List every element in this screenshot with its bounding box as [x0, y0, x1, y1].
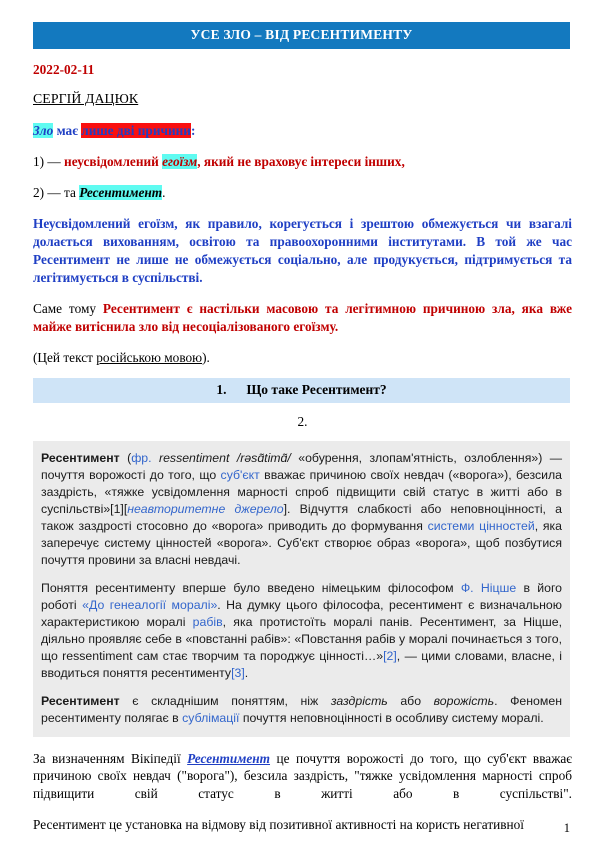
quote-ref-3[interactable]: [3]: [231, 665, 245, 680]
quote2-text-2: в його роботі: [41, 580, 563, 612]
quote3-text-3: . Феномен ресентименту полягає в: [41, 693, 562, 725]
quote-term: Ресентимент: [41, 451, 120, 466]
quote-ref-1[interactable]: [1]: [110, 501, 124, 516]
paragraph-blue: Неусвідомлений егоїзм, як правило, корегується і зрештою обмежується чи взагалі долається вихованням, освітою та правоохоронними інститутами. В той же час Ресентимент не лише не обмежується соціально, але продукується, підтримується та легітимується в суспільстві.: [33, 216, 572, 285]
quote3-term: Ресентимент: [41, 693, 120, 708]
cause-item-1: [33, 153, 572, 171]
lead-two-causes-highlight: лише дві причини: [81, 123, 191, 139]
quote-language-abbr-link[interactable]: фр.: [131, 451, 152, 466]
section-heading-number: 1.: [216, 382, 227, 398]
cause-1-highlight: егоїзм: [162, 153, 198, 169]
paragraph-red: [33, 300, 572, 336]
quote-ref-note-open: [: [123, 501, 128, 516]
quote3-text-2: або: [387, 693, 434, 708]
quote-link-sublimation[interactable]: сублімації: [182, 710, 240, 725]
cause-1-marker: 1) —: [33, 153, 65, 169]
author-name: [33, 91, 572, 107]
author-name-text: СЕРГІЙ ДАЦЮК: [33, 91, 139, 107]
quote-text-1: — почуття ворожості до того, що: [41, 451, 563, 483]
cause-2-after: .: [162, 184, 166, 200]
cause-2-marker: 2) —: [33, 184, 65, 200]
quote-link-values[interactable]: системи цінностей: [427, 518, 535, 533]
quote-ref-note[interactable]: неавторитетне джерело: [127, 501, 284, 516]
publication-date: 2022-02-11: [33, 61, 95, 77]
wikipedia-quote-block: [33, 441, 570, 737]
quote-ipa-transcription: /rəsɑ̃timɑ̃/: [229, 451, 291, 466]
cause-1-after: , який не враховує інтереси інших,: [197, 153, 405, 169]
quote3-text-1: є складнішим поняттям, ніж: [119, 693, 331, 708]
paragraph-red-body: Ресентимент є настільки масовою та легітимною причиною зла, яка вже майже витіснила зло від несоціалізованого егоїзму.: [33, 301, 572, 335]
tail1-before: За визначенням Вікіпедії: [33, 750, 188, 766]
quote-link-subject[interactable]: суб'єкт: [220, 468, 260, 483]
quote2-text-1: Поняття ресентименту вперше було введено німецьким філософом: [41, 580, 461, 595]
page-number: 1: [563, 821, 570, 835]
quote-link-slaves[interactable]: рабів: [192, 614, 223, 629]
quote-open-paren: (: [119, 451, 132, 466]
quote2-text-5: , — цими словами, власне, і вводиться поняття ресентименту: [41, 648, 562, 680]
quote2-text-4: , яка протистоїть моралі панів. Ресентимент, за Ніцше, діяльно проявляє себе в «повстанні рабів»: «Повстання рабів у моралі починається з того, що ressentiment сам стає творчим та породжує цінності…»: [41, 614, 562, 663]
quote-ref-2[interactable]: [2]: [383, 648, 397, 663]
cause-item-2: [33, 184, 572, 202]
quote-paragraph-3: [41, 693, 562, 727]
quote-foreign-term: ressentiment: [151, 451, 230, 466]
quote-text-3: . Відчуття слабкості або неповноцінності, а також заздрості стосовно до «ворога» приводить до формування: [41, 501, 562, 533]
quote-paragraph-2: [41, 580, 562, 682]
tail1-after: це почуття ворожості до того, що суб'єкт вважає причиною своїх невдач ("ворога"), безсила заздрість, "тяжке усвідомлення марності спроб підвищити свій статус в житті або в суспільстві".: [33, 750, 573, 802]
cause-1-before: неусвідомлений: [64, 153, 163, 169]
document-title-bar: [33, 22, 570, 49]
russian-version-note: [33, 350, 572, 366]
tail1-wikipedia-link[interactable]: Ресентимент: [187, 750, 271, 766]
lead-colon: :: [190, 123, 196, 139]
quote3-italic-hostility: ворожість: [433, 693, 495, 708]
cause-2-before: та: [64, 184, 80, 200]
note-close: ).: [202, 350, 210, 366]
quote-gloss: «обурення, злопам'ятність, озлоблення»): [290, 451, 543, 466]
quote2-text-3: . На думку цього філософа, ресентимент є визначальною характеристикою моралі: [41, 597, 562, 629]
paragraph-red-prefix: Саме тому: [33, 301, 103, 317]
quote3-text-4: почуття неповноцінності в особливу систему моралі.: [239, 710, 544, 725]
section-heading-band: [33, 378, 570, 403]
lead-statement: [33, 122, 572, 140]
lead-evil-word: Зло: [33, 123, 54, 139]
quote-text-2: вважає причиною своїх невдач («ворога»), безсила заздрість, «тяжке усвідомлення марності спроб підвищити свій статус в житті або в суспільстві»: [41, 468, 562, 516]
quote-link-genealogy[interactable]: «До генеалогії моралі»: [82, 597, 218, 612]
section-subnumber: 2.: [297, 414, 308, 430]
tail-paragraph-1: [33, 750, 572, 803]
quote-paragraph-1: [41, 450, 562, 569]
quote3-italic-envy: заздрість: [330, 693, 388, 708]
quote-text-4: , яка заперечує систему цінностей «ворога». Суб'єкт створює образ «ворога», щоб позбутися почуття провини за власні невдачі.: [41, 518, 563, 567]
document-title: УСЕ ЗЛО – ВІД РЕСЕНТИМЕНТУ: [190, 27, 413, 42]
lead-verb: має: [53, 123, 82, 139]
tail-paragraph-2: Ресентимент це установка на відмову від позитивної активності на користь негативної: [33, 817, 524, 833]
cause-2-highlight: Ресентимент: [79, 184, 163, 200]
note-open: (Цей текст: [33, 350, 97, 366]
section-heading-text: Що таке Ресентимент?: [246, 382, 387, 398]
note-link-text[interactable]: російською мовою: [96, 350, 203, 366]
quote2-text-6: .: [244, 665, 249, 680]
quote-link-nietzsche[interactable]: Ф. Ніцше: [460, 580, 517, 595]
quote-ref-note-close: ]: [283, 501, 288, 516]
